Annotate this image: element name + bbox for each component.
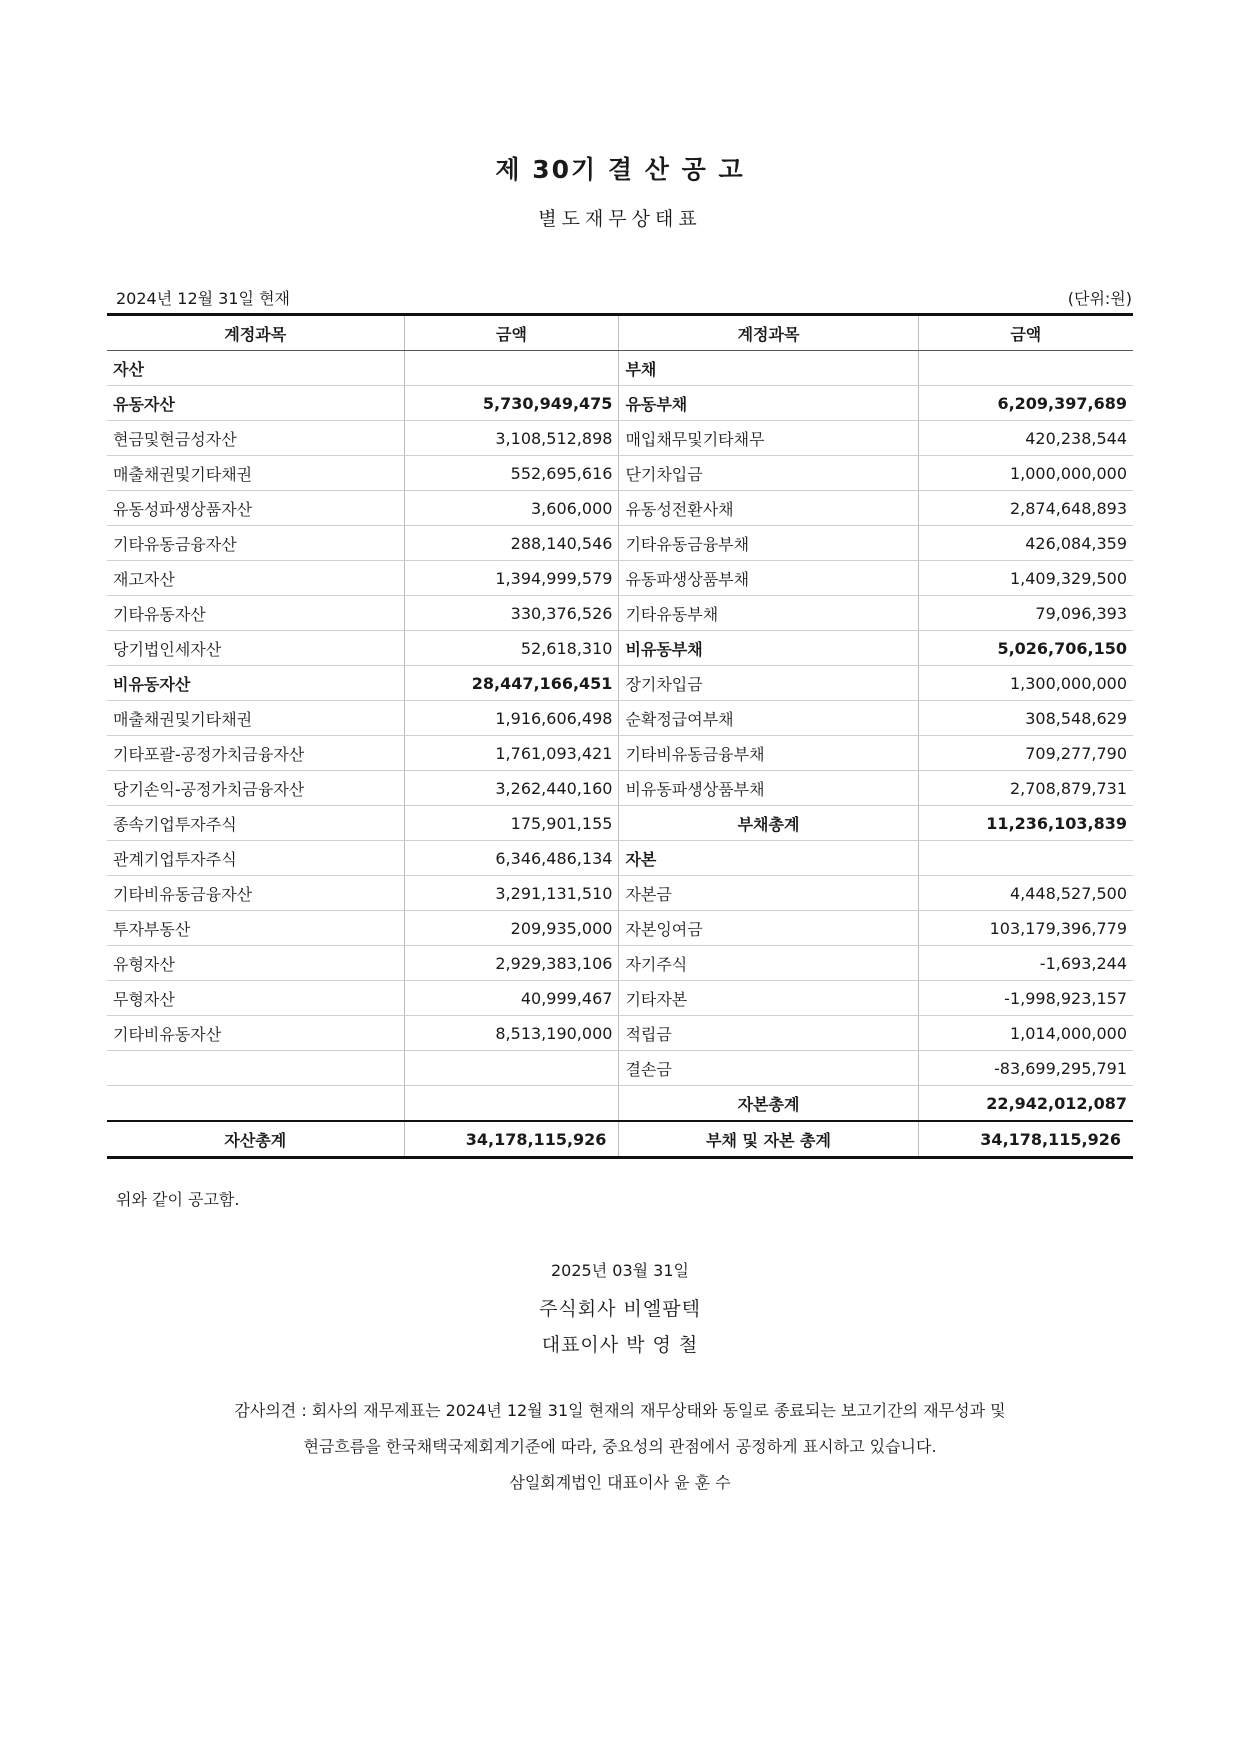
amount-left: 3,262,440,160 — [404, 771, 619, 806]
account-name-right: 부채총계 — [619, 806, 918, 841]
amount-right: 2,874,648,893 — [918, 491, 1133, 526]
account-name-left: 유형자산 — [107, 946, 404, 981]
column-header-account-left: 계정과목 — [107, 315, 404, 351]
amount-right: 1,300,000,000 — [918, 666, 1133, 701]
account-name-right: 기타유동금융부채 — [619, 526, 918, 561]
amount-right: 11,236,103,839 — [918, 806, 1133, 841]
account-name-right: 결손금 — [619, 1051, 918, 1086]
account-name-left: 매출채권및기타채권 — [107, 456, 404, 491]
audit-opinion-line-1: 감사의견 : 회사의 재무제표는 2024년 12월 31일 현재의 재무상태와 동일로 종료되는 보고기간의 재무성과 및 — [234, 1401, 1006, 1420]
amount-right: 308,548,629 — [918, 701, 1133, 736]
amount-right: 79,096,393 — [918, 596, 1133, 631]
amount-left: 1,916,606,498 — [404, 701, 619, 736]
amount-left: 175,901,155 — [404, 806, 619, 841]
account-name-left: 당기법인세자산 — [107, 631, 404, 666]
table-row — [107, 701, 1133, 736]
amount-left: 288,140,546 — [404, 526, 619, 561]
table-row — [107, 981, 1133, 1016]
amount-left: 28,447,166,451 — [404, 666, 619, 701]
account-name-left: 자산 — [107, 351, 404, 386]
table-row — [107, 491, 1133, 526]
announcement-date: 2025년 03월 31일 — [551, 1261, 689, 1280]
account-name-left: 기타포괄-공정가치금융자산 — [107, 736, 404, 771]
account-name-right: 유동부채 — [619, 386, 918, 421]
account-name-left: 유동성파생상품자산 — [107, 491, 404, 526]
account-name-left: 기타유동자산 — [107, 596, 404, 631]
table-header-row — [107, 315, 1133, 351]
table-row — [107, 876, 1133, 911]
amount-right: 6,209,397,689 — [918, 386, 1133, 421]
account-name-right: 자기주식 — [619, 946, 918, 981]
amount-right: -1,693,244 — [918, 946, 1133, 981]
table-row — [107, 421, 1133, 456]
account-name-right: 적립금 — [619, 1016, 918, 1051]
account-name-left: 유동자산 — [107, 386, 404, 421]
account-name-right: 부채 — [619, 351, 918, 386]
amount-left: 2,929,383,106 — [404, 946, 619, 981]
amount-left: 5,730,949,475 — [404, 386, 619, 421]
table-row — [107, 1016, 1133, 1051]
table-row — [107, 841, 1133, 876]
account-name-left: 당기손익-공정가치금융자산 — [107, 771, 404, 806]
account-name-right: 자본총계 — [619, 1086, 918, 1122]
amount-right — [918, 841, 1133, 876]
amount-left — [404, 1051, 619, 1086]
account-name-right: 비유동파생상품부채 — [619, 771, 918, 806]
account-name-left: 매출채권및기타채권 — [107, 701, 404, 736]
amount-right: 2,708,879,731 — [918, 771, 1133, 806]
amount-left: 40,999,467 — [404, 981, 619, 1016]
account-name-left: 비유동자산 — [107, 666, 404, 701]
document-title: 제 30기 결 산 공 고 — [495, 155, 745, 184]
table-row — [107, 386, 1133, 421]
column-header-amount-left: 금액 — [404, 315, 619, 351]
amount-left: 1,394,999,579 — [404, 561, 619, 596]
total-liab-equity-value: 34,178,115,926 — [918, 1121, 1133, 1158]
amount-left: 8,513,190,000 — [404, 1016, 619, 1051]
account-name-right: 장기차입금 — [619, 666, 918, 701]
account-name-right: 기타자본 — [619, 981, 918, 1016]
column-header-account-right: 계정과목 — [619, 315, 918, 351]
table-row — [107, 736, 1133, 771]
account-name-left: 기타유동금융자산 — [107, 526, 404, 561]
amount-right: 426,084,359 — [918, 526, 1133, 561]
amount-right: 4,448,527,500 — [918, 876, 1133, 911]
amount-left: 552,695,616 — [404, 456, 619, 491]
account-name-right: 자본 — [619, 841, 918, 876]
account-name-right: 자본금 — [619, 876, 918, 911]
announcement-note: 위와 같이 공고함. — [116, 1190, 240, 1209]
account-name-left: 기타비유동자산 — [107, 1016, 404, 1051]
amount-right: -83,699,295,791 — [918, 1051, 1133, 1086]
unit-label: (단위:원) — [1067, 289, 1132, 308]
amount-left: 6,346,486,134 — [404, 841, 619, 876]
table-row — [107, 806, 1133, 841]
account-name-left: 기타비유동금융자산 — [107, 876, 404, 911]
table-row — [107, 771, 1133, 806]
account-name-left: 종속기업투자주식 — [107, 806, 404, 841]
account-name-right: 순확정급여부채 — [619, 701, 918, 736]
account-name-left — [107, 1051, 404, 1086]
table-total-row — [107, 1121, 1133, 1158]
amount-right: 22,942,012,087 — [918, 1086, 1133, 1122]
total-liab-equity-label: 부채 및 자본 총계 — [619, 1121, 918, 1158]
account-name-left: 현금및현금성자산 — [107, 421, 404, 456]
amount-right: 5,026,706,150 — [918, 631, 1133, 666]
amount-left: 330,376,526 — [404, 596, 619, 631]
document-subtitle: 별도재무상태표 — [538, 208, 702, 230]
column-header-amount-right: 금액 — [918, 315, 1133, 351]
amount-left: 3,606,000 — [404, 491, 619, 526]
amount-left — [404, 1086, 619, 1122]
table-row — [107, 456, 1133, 491]
amount-left: 3,108,512,898 — [404, 421, 619, 456]
total-assets-label: 자산총계 — [107, 1121, 404, 1158]
company-name: 주식회사 비엘팜텍 — [539, 1298, 701, 1320]
account-name-left: 투자부동산 — [107, 911, 404, 946]
account-name-right: 기타유동부채 — [619, 596, 918, 631]
amount-right: 420,238,544 — [918, 421, 1133, 456]
balance-sheet-table — [107, 313, 1133, 1159]
account-name-right: 비유동부채 — [619, 631, 918, 666]
amount-right: 1,000,000,000 — [918, 456, 1133, 491]
amount-left: 3,291,131,510 — [404, 876, 619, 911]
account-name-left — [107, 1086, 404, 1122]
table-row — [107, 596, 1133, 631]
account-name-right: 자본잉여금 — [619, 911, 918, 946]
account-name-left: 재고자산 — [107, 561, 404, 596]
account-name-left: 무형자산 — [107, 981, 404, 1016]
account-name-right: 기타비유동금융부채 — [619, 736, 918, 771]
report-date: 2024년 12월 31일 현재 — [116, 289, 290, 308]
table-body — [107, 351, 1133, 1122]
table-row — [107, 631, 1133, 666]
account-name-right: 매입채무및기타채무 — [619, 421, 918, 456]
account-name-right: 유동성전환사채 — [619, 491, 918, 526]
amount-right: 1,409,329,500 — [918, 561, 1133, 596]
table-row — [107, 911, 1133, 946]
account-name-right: 유동파생상품부채 — [619, 561, 918, 596]
table-row — [107, 1051, 1133, 1086]
amount-right — [918, 351, 1133, 386]
amount-left: 209,935,000 — [404, 911, 619, 946]
ceo-name: 대표이사 박 영 철 — [541, 1334, 699, 1356]
total-assets-value: 34,178,115,926 — [404, 1121, 619, 1158]
table-row — [107, 946, 1133, 981]
amount-left: 1,761,093,421 — [404, 736, 619, 771]
amount-left: 52,618,310 — [404, 631, 619, 666]
amount-right: 103,179,396,779 — [918, 911, 1133, 946]
amount-left — [404, 351, 619, 386]
amount-right: -1,998,923,157 — [918, 981, 1133, 1016]
auditor-name: 삼일회계법인 대표이사 윤 훈 수 — [509, 1473, 731, 1492]
account-name-right: 단기차입금 — [619, 456, 918, 491]
account-name-left: 관계기업투자주식 — [107, 841, 404, 876]
table-row — [107, 526, 1133, 561]
table-row — [107, 1086, 1133, 1122]
table-row — [107, 561, 1133, 596]
amount-right: 1,014,000,000 — [918, 1016, 1133, 1051]
table-row — [107, 351, 1133, 386]
amount-right: 709,277,790 — [918, 736, 1133, 771]
table-row — [107, 666, 1133, 701]
audit-opinion-line-2: 현금흐름을 한국채택국제회계기준에 따라, 중요성의 관점에서 공정하게 표시하고 있습니다. — [303, 1437, 937, 1456]
